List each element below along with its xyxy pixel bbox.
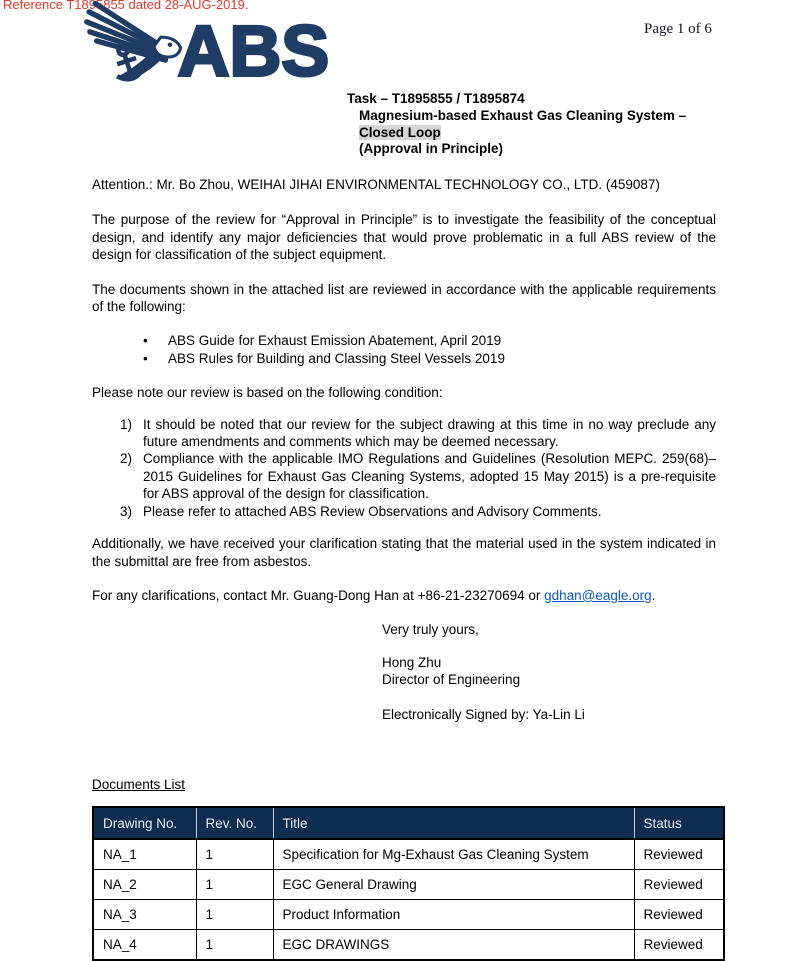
paragraph-documents: The documents shown in the attached list are reviewed in accordance with the applicable requirements of the following: [92,281,716,315]
column-header-title: Title [273,807,634,839]
item-number: 3) [120,503,133,519]
cell-title: Specification for Mg-Exhaust Gas Cleaning System [273,839,634,870]
task-heading [347,91,686,158]
paragraph-condition: Please note our review is based on the following condition: [92,385,443,401]
cell-drawing-no: NA_4 [93,930,196,961]
attention-line: Attention.: Mr. Bo Zhou, WEIHAI JIHAI ENVIRONMENTAL TECHNOLOGY CO., LTD. (459087) [92,177,660,192]
abs-eagle-logo [84,2,330,92]
table-row [93,930,724,961]
list-item [120,450,716,502]
task-title-line: Magnesium-based Exhaust Gas Cleaning System – [359,107,687,123]
cell-drawing-no: NA_3 [93,900,196,930]
item-number: 2) [120,451,133,467]
table-row [93,870,724,900]
cell-rev-no: 1 [196,930,273,961]
abs-wordmark: ABS [177,11,330,92]
letter-body [92,176,716,961]
column-header-drawing-no: Drawing No. [93,807,196,839]
signer-name: Hong Zhu [382,654,442,670]
conditions-numbered-list [92,416,716,520]
cell-rev-no: 1 [196,839,273,870]
item-text: Please refer to attached ABS Review Observations and Advisory Comments. [143,503,602,519]
list-item [143,350,716,367]
closing-line: Very truly yours, [382,622,479,638]
bullet-icon: • [143,333,148,349]
table-row [93,900,724,930]
list-item [120,503,716,520]
task-subtitle-line: (Approval in Principle) [359,141,504,157]
eagle-head [154,37,181,57]
paragraph-clarifications [92,587,716,604]
cell-status: Reviewed [634,900,724,930]
list-item [143,332,716,349]
documents-table [92,806,725,961]
clarification-text: For any clarifications, contact Mr. Guang-Dong Han at +86-21-23270694 or [92,587,545,603]
cell-rev-no: 1 [196,870,273,900]
item-text: Compliance with the applicable IMO Regulations and Guidelines (Resolution MEPC. 259(68)– 2015 Guidelines for Exhaust Gas Cleaning Systems, adopted 15 May 2015) is a pre-requisite for ABS approval of the design for classification. [143,451,716,502]
cell-title: Product Information [273,900,634,930]
task-number-line: Task – T1895855 / T1895874 [347,91,525,106]
reference-note: Reference T1895855 dated 28-AUG-2019. [3,0,249,12]
page-indicator: Page 1 of 6 [644,21,712,37]
cell-drawing-no: NA_2 [93,870,196,900]
cell-title: EGC DRAWINGS [273,930,634,961]
documents-list-title: Documents List [92,776,186,792]
task-title-line2 [347,125,686,142]
bullet-text: ABS Guide for Exhaust Emission Abatement, April 2019 [168,333,502,349]
paragraph-purpose: The purpose of the review for “Approval in Principle” is to investigate the feasibility of the conceptual design, and identify any major deficiencies that would prove problematic in a full ABS review of the design for classification of the subject equipment. [92,212,716,263]
reference-bullet-list [92,332,716,367]
signer-title: Director of Engineering [382,672,521,688]
cell-rev-no: 1 [196,900,273,930]
abs-logo [84,2,330,92]
cell-status: Reviewed [634,839,724,870]
cell-title: EGC General Drawing [273,870,634,900]
column-header-status: Status [634,807,724,839]
cell-status: Reviewed [634,930,724,961]
column-header-rev-no: Rev. No. [196,807,273,839]
item-text: It should be noted that our review for the subject drawing at this time in no way preclude any future amendments and comments which may be deemed necessary. [143,416,716,450]
signature-block [382,621,716,723]
bullet-text: ABS Rules for Building and Classing Steel Vessels 2019 [168,350,505,366]
electronic-signature: Electronically Signed by: Ya-Lin Li [382,706,585,722]
cell-status: Reviewed [634,870,724,900]
email-link[interactable]: gdhan@eagle.org [544,587,652,603]
bullet-icon: • [143,350,148,366]
clarification-text-end: . [651,587,656,603]
list-item [120,416,716,451]
cell-drawing-no: NA_1 [93,839,196,870]
paragraph-asbestos: Additionally, we have received your clarification stating that the material used in the system indicated in the submittal are free from asbestos. [92,536,716,569]
table-header-row [93,807,724,839]
table-row [93,839,724,870]
eagle-eye [168,42,173,47]
item-number: 1) [120,416,133,432]
highlighted-text: Closed Loop [359,124,441,140]
